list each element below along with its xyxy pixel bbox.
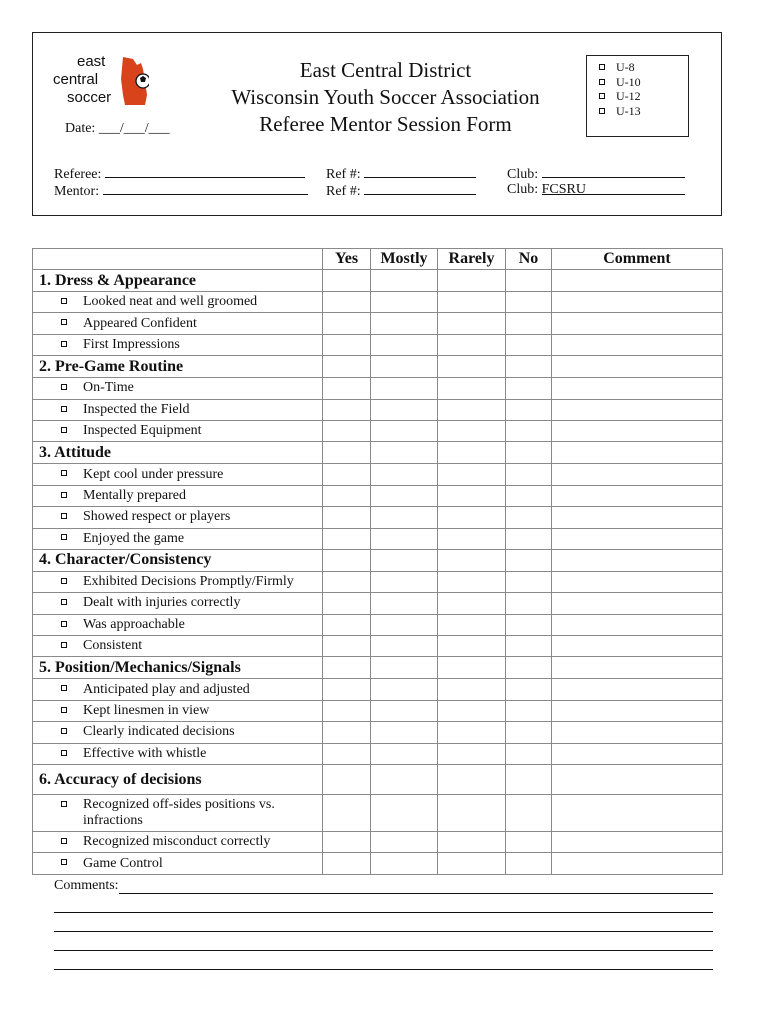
checkbox-icon[interactable] [61,534,67,540]
mentor-number-field[interactable]: Ref #: [326,181,476,200]
checkbox-icon[interactable] [61,470,67,476]
checkbox-icon[interactable] [61,406,67,412]
referee-club-field[interactable]: Club: [507,164,685,183]
section-title: 3. Attitude [33,442,323,464]
logo-text-soccer: soccer [67,89,112,106]
section-row [33,549,723,571]
section-row [33,270,723,292]
table-row: Showed respect or players [33,507,723,528]
referee-number-field[interactable]: Ref #: [326,164,476,183]
comments-line[interactable] [54,932,713,951]
title-line-form: Referee Mentor Session Form [259,112,512,136]
section-row [33,657,723,679]
comments-line[interactable] [54,894,713,913]
mentor-club-field[interactable]: Club: FCSRU [507,181,685,198]
table-row: Recognized off-sides positions vs. infractions [33,795,723,832]
evaluation-table [32,248,723,875]
section-row [33,765,723,795]
table-row: Kept linesmen in view [33,700,723,721]
date-field[interactable]: Date: ___/___/___ [65,121,170,136]
checkbox-icon[interactable] [61,578,67,584]
table-row: Effective with whistle [33,743,723,764]
column-header-no: No [506,249,552,270]
comments-line[interactable] [54,951,713,970]
logo-text-central: central [53,71,99,88]
age-group-options [586,55,689,137]
column-header-comment: Comment [552,249,723,270]
checkbox-icon[interactable] [599,64,605,70]
checkbox-icon[interactable] [599,93,605,99]
comments-line[interactable] [54,876,713,894]
checkbox-icon[interactable] [61,838,67,844]
checkbox-icon[interactable] [61,513,67,519]
column-header-mostly: Mostly [371,249,438,270]
checkbox-icon[interactable] [61,728,67,734]
section-title: 5. Position/Mechanics/Signals [33,657,323,679]
section-row [33,356,723,378]
table-row: Inspected Equipment [33,420,723,441]
referee-field[interactable]: Referee: [54,164,305,183]
section-title: 4. Character/Consistency [33,549,323,571]
age-option-u12[interactable]: U-12 [599,89,688,104]
table-row: Looked neat and well groomed [33,292,723,313]
table-row: Dealt with injuries correctly [33,593,723,614]
checkbox-icon[interactable] [599,108,605,114]
checkbox-icon[interactable] [61,642,67,648]
table-row: Enjoyed the game [33,528,723,549]
wisconsin-soccer-ball-icon [119,55,149,107]
title-line-district: East Central District [299,58,472,82]
section-title: 1. Dress & Appearance [33,270,323,292]
checkbox-icon[interactable] [61,621,67,627]
table-row: Mentally prepared [33,485,723,506]
checkbox-icon[interactable] [61,685,67,691]
table-row: Anticipated play and adjusted [33,679,723,700]
checkbox-icon[interactable] [61,298,67,304]
age-option-u10[interactable]: U-10 [599,75,688,90]
east-central-soccer-logo [41,43,151,111]
checkbox-icon[interactable] [61,427,67,433]
title-line-association: Wisconsin Youth Soccer Association [231,85,540,109]
logo-text-east: east [77,53,106,70]
section-title: 2. Pre-Game Routine [33,356,323,378]
table-row: Exhibited Decisions Promptly/Firmly [33,571,723,592]
table-row: Game Control [33,853,723,874]
checkbox-icon[interactable] [61,492,67,498]
form-header [32,32,722,216]
comments-line[interactable] [54,913,713,932]
table-row: Appeared Confident [33,313,723,334]
checkbox-icon[interactable] [599,79,605,85]
checkbox-icon[interactable] [61,707,67,713]
mentor-field[interactable]: Mentor: [54,181,308,200]
table-row: Clearly indicated decisions [33,722,723,743]
checkbox-icon[interactable] [61,599,67,605]
form-title [183,57,588,138]
section-row [33,442,723,464]
header-blank [33,249,323,270]
section-title: 6. Accuracy of decisions [33,765,323,795]
checkbox-icon[interactable] [61,750,67,756]
comments-section [54,876,713,970]
column-header-yes: Yes [323,249,371,270]
table-row: Consistent [33,636,723,657]
comments-label: Comments: [54,878,119,893]
table-row: On-Time [33,378,723,399]
table-row: Recognized misconduct correctly [33,832,723,853]
checkbox-icon[interactable] [61,319,67,325]
column-header-rarely: Rarely [438,249,506,270]
table-header-row [33,249,723,270]
checkbox-icon[interactable] [61,859,67,865]
checkbox-icon[interactable] [61,801,67,807]
checkbox-icon[interactable] [61,384,67,390]
table-row: Kept cool under pressure [33,464,723,485]
table-row: Inspected the Field [33,399,723,420]
table-row: Was approachable [33,614,723,635]
table-row: First Impressions [33,334,723,355]
checkbox-icon[interactable] [61,341,67,347]
club-value: FCSRU [541,182,586,197]
age-option-u13[interactable]: U-13 [599,104,688,119]
age-option-u8[interactable]: U-8 [599,60,688,75]
